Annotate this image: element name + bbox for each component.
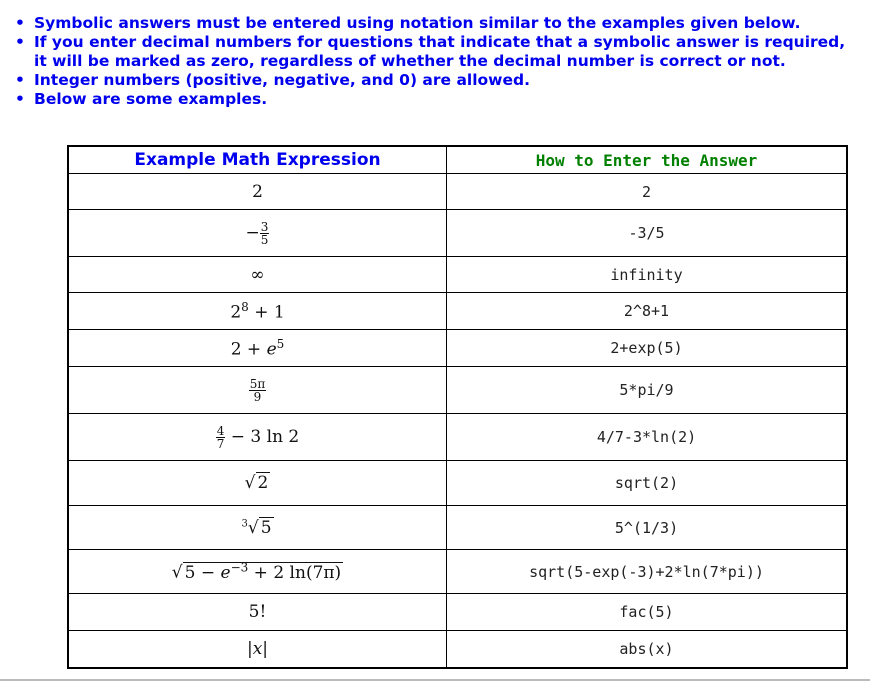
answer-entry: 5^(1/3) bbox=[447, 506, 848, 550]
table-row bbox=[68, 330, 847, 367]
answer-entry: 2+exp(5) bbox=[447, 330, 848, 367]
math-expression: 5! bbox=[68, 594, 447, 631]
math-expression: − $\frac{3}{5}$ bbox=[68, 210, 447, 257]
examples-table bbox=[67, 145, 848, 669]
answer-entry: 5*pi/9 bbox=[447, 367, 848, 414]
table-row bbox=[68, 506, 847, 550]
math-expression: |x| bbox=[68, 631, 447, 668]
instruction-item: • If you enter decimal numbers for questions that indicate that a symbolic answer is required, it will be marked as zero, regardless of whether the decimal number is correct or not. bbox=[12, 33, 862, 71]
math-expression: $\frac{4}{7}$ − 3 ln 2 bbox=[68, 414, 447, 461]
math-expression-header: Example Math Expression bbox=[68, 146, 447, 174]
table-row bbox=[68, 367, 847, 414]
table-row bbox=[68, 174, 847, 210]
table-header-row bbox=[68, 146, 847, 174]
table-row bbox=[68, 594, 847, 631]
answer-entry: -3/5 bbox=[447, 210, 848, 257]
how-to-enter-header: How to Enter the Answer bbox=[447, 146, 848, 174]
answer-entry: 4/7-3*ln(2) bbox=[447, 414, 848, 461]
table-row bbox=[68, 461, 847, 506]
instruction-item: • Symbolic answers must be entered using notation similar to the examples given below. bbox=[12, 14, 862, 33]
math-expression: ∞ bbox=[68, 257, 447, 293]
answer-entry: 2^8+1 bbox=[447, 293, 848, 330]
answer-entry: infinity bbox=[447, 257, 848, 293]
math-expression: $2^8 + 1$ bbox=[68, 293, 447, 330]
answer-entry: abs(x) bbox=[447, 631, 848, 668]
math-expression: 2 bbox=[68, 174, 447, 210]
table-row bbox=[68, 210, 847, 257]
math-expression: √ 2 bbox=[68, 461, 447, 506]
table-row bbox=[68, 631, 847, 668]
instructions-list bbox=[12, 14, 862, 109]
answer-entry: sqrt(2) bbox=[447, 461, 848, 506]
instruction-item: • Below are some examples. bbox=[12, 90, 862, 109]
table-row bbox=[68, 293, 847, 330]
table-row bbox=[68, 414, 847, 461]
answer-entry: fac(5) bbox=[447, 594, 848, 631]
instruction-item: • Integer numbers (positive, negative, and 0) are allowed. bbox=[12, 71, 862, 90]
math-expression: $\frac{5\pi}{9}$ bbox=[68, 367, 447, 414]
math-expression: $2 + e^5$ bbox=[68, 330, 447, 367]
answer-entry: 2 bbox=[447, 174, 848, 210]
table-row bbox=[68, 550, 847, 594]
math-expression: $^3$√ 5 bbox=[68, 506, 447, 550]
answer-entry: sqrt(5-exp(-3)+2*ln(7*pi)) bbox=[447, 550, 848, 594]
bottom-divider bbox=[0, 679, 870, 681]
table-row bbox=[68, 257, 847, 293]
math-expression: √ $5 - e^{-3} + 2$ ln(7π) bbox=[68, 550, 447, 594]
